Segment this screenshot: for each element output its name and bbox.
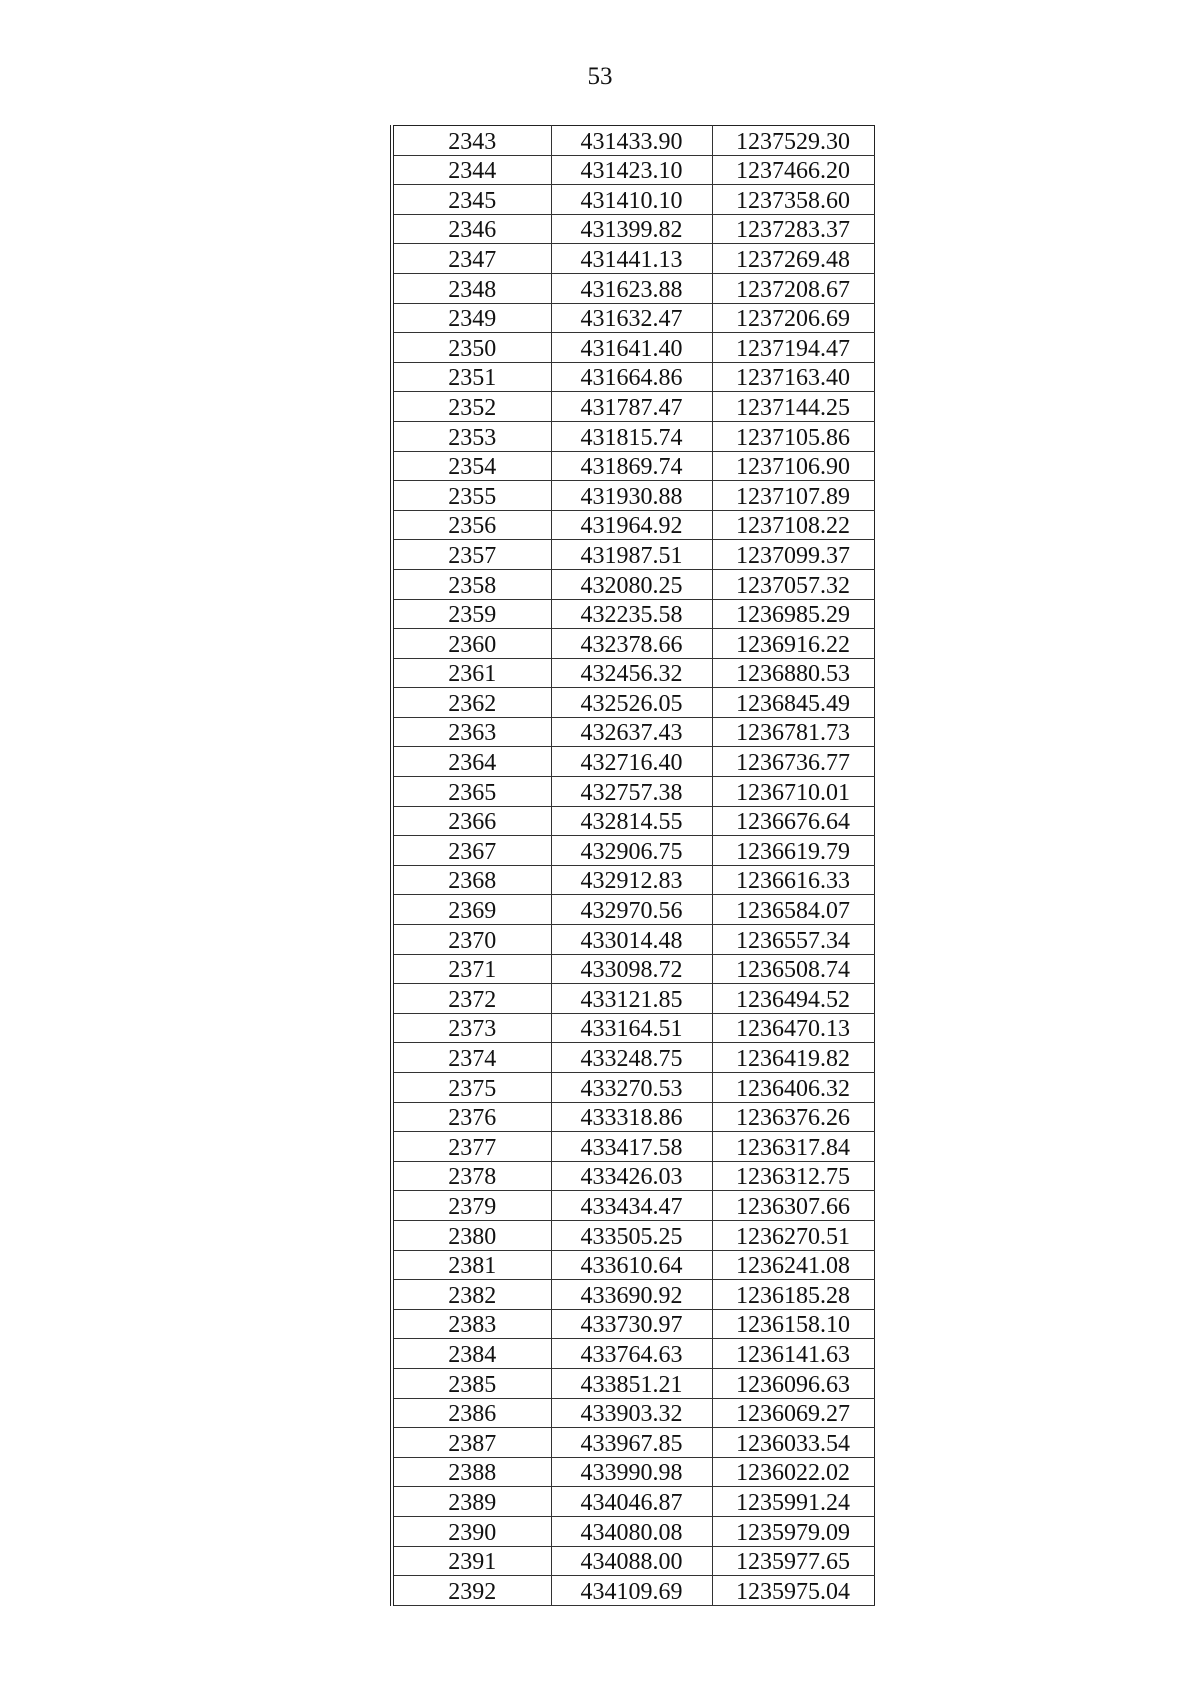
x-coordinate-cell: 432906.75 [551, 836, 712, 866]
point-number-cell: 2359 [392, 599, 551, 629]
point-number-cell: 2353 [392, 421, 551, 451]
y-coordinate-cell: 1237144.25 [712, 392, 874, 422]
point-number-cell: 2381 [392, 1250, 551, 1280]
point-number-cell: 2344 [392, 155, 551, 185]
y-coordinate-cell: 1236508.74 [712, 954, 874, 984]
point-number-cell: 2352 [392, 392, 551, 422]
x-coordinate-cell: 433270.53 [551, 1073, 712, 1103]
table-row [392, 629, 874, 659]
y-coordinate-cell: 1237358.60 [712, 185, 874, 215]
table-row [392, 1043, 874, 1073]
x-coordinate-cell: 431869.74 [551, 451, 712, 481]
point-number-cell: 2349 [392, 303, 551, 333]
table-row [392, 1073, 874, 1103]
x-coordinate-cell: 433764.63 [551, 1339, 712, 1369]
x-coordinate-cell: 433014.48 [551, 925, 712, 955]
y-coordinate-cell: 1236494.52 [712, 984, 874, 1014]
point-number-cell: 2354 [392, 451, 551, 481]
point-number-cell: 2375 [392, 1073, 551, 1103]
table-row [392, 1191, 874, 1221]
y-coordinate-cell: 1236985.29 [712, 599, 874, 629]
y-coordinate-cell: 1237106.90 [712, 451, 874, 481]
table-row [392, 984, 874, 1014]
x-coordinate-cell: 432080.25 [551, 569, 712, 599]
x-coordinate-cell: 433426.03 [551, 1161, 712, 1191]
y-coordinate-cell: 1236022.02 [712, 1457, 874, 1487]
table-row [392, 747, 874, 777]
y-coordinate-cell: 1235977.65 [712, 1546, 874, 1576]
table-row [392, 925, 874, 955]
y-coordinate-cell: 1237283.37 [712, 214, 874, 244]
x-coordinate-cell: 433248.75 [551, 1043, 712, 1073]
y-coordinate-cell: 1236470.13 [712, 1013, 874, 1043]
point-number-cell: 2351 [392, 362, 551, 392]
table-row [392, 421, 874, 451]
x-coordinate-cell: 433967.85 [551, 1428, 712, 1458]
x-coordinate-cell: 432716.40 [551, 747, 712, 777]
point-number-cell: 2355 [392, 481, 551, 511]
table-row [392, 1161, 874, 1191]
x-coordinate-cell: 433417.58 [551, 1132, 712, 1162]
table-row [392, 1398, 874, 1428]
point-number-cell: 2371 [392, 954, 551, 984]
x-coordinate-cell: 434109.69 [551, 1576, 712, 1606]
x-coordinate-cell: 431987.51 [551, 540, 712, 570]
x-coordinate-cell: 431632.47 [551, 303, 712, 333]
y-coordinate-cell: 1236781.73 [712, 717, 874, 747]
y-coordinate-cell: 1236406.32 [712, 1073, 874, 1103]
x-coordinate-cell: 433164.51 [551, 1013, 712, 1043]
y-coordinate-cell: 1236619.79 [712, 836, 874, 866]
y-coordinate-cell: 1237057.32 [712, 569, 874, 599]
y-coordinate-cell: 1236158.10 [712, 1309, 874, 1339]
y-coordinate-cell: 1236185.28 [712, 1280, 874, 1310]
point-number-cell: 2391 [392, 1546, 551, 1576]
x-coordinate-cell: 433121.85 [551, 984, 712, 1014]
x-coordinate-cell: 431623.88 [551, 273, 712, 303]
x-coordinate-cell: 434088.00 [551, 1546, 712, 1576]
y-coordinate-cell: 1236241.08 [712, 1250, 874, 1280]
y-coordinate-cell: 1236376.26 [712, 1102, 874, 1132]
table-row [392, 1309, 874, 1339]
table-row [392, 688, 874, 718]
point-number-cell: 2346 [392, 214, 551, 244]
table-row [392, 1220, 874, 1250]
point-number-cell: 2358 [392, 569, 551, 599]
x-coordinate-cell: 431787.47 [551, 392, 712, 422]
y-coordinate-cell: 1237206.69 [712, 303, 874, 333]
point-number-cell: 2377 [392, 1132, 551, 1162]
y-coordinate-cell: 1236557.34 [712, 925, 874, 955]
page-number: 53 [587, 63, 613, 90]
point-number-cell: 2368 [392, 865, 551, 895]
point-number-cell: 2390 [392, 1516, 551, 1546]
y-coordinate-cell: 1236270.51 [712, 1220, 874, 1250]
table-row [392, 895, 874, 925]
table-row [392, 806, 874, 836]
point-number-cell: 2370 [392, 925, 551, 955]
y-coordinate-cell: 1237163.40 [712, 362, 874, 392]
table-row [392, 1546, 874, 1576]
table-row [392, 155, 874, 185]
table-row [392, 954, 874, 984]
table-row [392, 1428, 874, 1458]
x-coordinate-cell: 431433.90 [551, 126, 712, 156]
point-number-cell: 2376 [392, 1102, 551, 1132]
point-number-cell: 2365 [392, 777, 551, 807]
point-number-cell: 2392 [392, 1576, 551, 1606]
y-coordinate-cell: 1236880.53 [712, 658, 874, 688]
y-coordinate-cell: 1237105.86 [712, 421, 874, 451]
point-number-cell: 2372 [392, 984, 551, 1014]
y-coordinate-cell: 1236096.63 [712, 1368, 874, 1398]
point-number-cell: 2384 [392, 1339, 551, 1369]
y-coordinate-cell: 1237208.67 [712, 273, 874, 303]
x-coordinate-cell: 431964.92 [551, 510, 712, 540]
x-coordinate-cell: 432456.32 [551, 658, 712, 688]
point-number-cell: 2360 [392, 629, 551, 659]
point-number-cell: 2382 [392, 1280, 551, 1310]
y-coordinate-cell: 1237466.20 [712, 155, 874, 185]
table-row [392, 569, 874, 599]
y-coordinate-cell: 1236584.07 [712, 895, 874, 925]
point-number-cell: 2367 [392, 836, 551, 866]
x-coordinate-cell: 431930.88 [551, 481, 712, 511]
y-coordinate-cell: 1236710.01 [712, 777, 874, 807]
table-row [392, 1487, 874, 1517]
table-row [392, 1576, 874, 1606]
table-row [392, 451, 874, 481]
x-coordinate-cell: 431410.10 [551, 185, 712, 215]
table-row [392, 865, 874, 895]
x-coordinate-cell: 431815.74 [551, 421, 712, 451]
point-number-cell: 2388 [392, 1457, 551, 1487]
point-number-cell: 2373 [392, 1013, 551, 1043]
point-number-cell: 2350 [392, 333, 551, 363]
y-coordinate-cell: 1237099.37 [712, 540, 874, 570]
table-row [392, 1368, 874, 1398]
table-row [392, 1250, 874, 1280]
point-number-cell: 2378 [392, 1161, 551, 1191]
table-row [392, 214, 874, 244]
point-number-cell: 2386 [392, 1398, 551, 1428]
x-coordinate-cell: 432526.05 [551, 688, 712, 718]
point-number-cell: 2361 [392, 658, 551, 688]
y-coordinate-cell: 1236845.49 [712, 688, 874, 718]
table-row [392, 303, 874, 333]
point-number-cell: 2348 [392, 273, 551, 303]
point-number-cell: 2383 [392, 1309, 551, 1339]
y-coordinate-cell: 1236676.64 [712, 806, 874, 836]
y-coordinate-cell: 1236317.84 [712, 1132, 874, 1162]
table-row [392, 717, 874, 747]
table-row [392, 836, 874, 866]
table-row [392, 244, 874, 274]
y-coordinate-cell: 1237529.30 [712, 126, 874, 156]
point-number-cell: 2389 [392, 1487, 551, 1517]
y-coordinate-cell: 1235991.24 [712, 1487, 874, 1517]
table-row [392, 540, 874, 570]
x-coordinate-cell: 431423.10 [551, 155, 712, 185]
table-row [392, 1339, 874, 1369]
point-number-cell: 2357 [392, 540, 551, 570]
y-coordinate-cell: 1235979.09 [712, 1516, 874, 1546]
x-coordinate-cell: 433851.21 [551, 1368, 712, 1398]
point-number-cell: 2345 [392, 185, 551, 215]
table-row [392, 1013, 874, 1043]
x-coordinate-cell: 434046.87 [551, 1487, 712, 1517]
point-number-cell: 2380 [392, 1220, 551, 1250]
point-number-cell: 2379 [392, 1191, 551, 1221]
x-coordinate-cell: 433318.86 [551, 1102, 712, 1132]
table-row [392, 273, 874, 303]
x-coordinate-cell: 434080.08 [551, 1516, 712, 1546]
x-coordinate-cell: 433098.72 [551, 954, 712, 984]
y-coordinate-cell: 1236616.33 [712, 865, 874, 895]
y-coordinate-cell: 1237107.89 [712, 481, 874, 511]
point-number-cell: 2363 [392, 717, 551, 747]
x-coordinate-cell: 432757.38 [551, 777, 712, 807]
x-coordinate-cell: 431641.40 [551, 333, 712, 363]
table-row [392, 333, 874, 363]
x-coordinate-cell: 432970.56 [551, 895, 712, 925]
y-coordinate-cell: 1236312.75 [712, 1161, 874, 1191]
y-coordinate-cell: 1236069.27 [712, 1398, 874, 1428]
point-number-cell: 2366 [392, 806, 551, 836]
table-row [392, 1132, 874, 1162]
coordinate-table-body [392, 126, 874, 1606]
table-row [392, 185, 874, 215]
y-coordinate-cell: 1236736.77 [712, 747, 874, 777]
point-number-cell: 2356 [392, 510, 551, 540]
y-coordinate-cell: 1237194.47 [712, 333, 874, 363]
table-row [392, 510, 874, 540]
table-row [392, 1280, 874, 1310]
point-number-cell: 2385 [392, 1368, 551, 1398]
y-coordinate-cell: 1236419.82 [712, 1043, 874, 1073]
point-number-cell: 2364 [392, 747, 551, 777]
x-coordinate-cell: 433505.25 [551, 1220, 712, 1250]
coordinate-table [390, 125, 875, 1606]
table-row [392, 362, 874, 392]
x-coordinate-cell: 431441.13 [551, 244, 712, 274]
x-coordinate-cell: 431399.82 [551, 214, 712, 244]
y-coordinate-cell: 1237108.22 [712, 510, 874, 540]
point-number-cell: 2362 [392, 688, 551, 718]
x-coordinate-cell: 433903.32 [551, 1398, 712, 1428]
y-coordinate-cell: 1236141.63 [712, 1339, 874, 1369]
x-coordinate-cell: 433690.92 [551, 1280, 712, 1310]
x-coordinate-cell: 432637.43 [551, 717, 712, 747]
x-coordinate-cell: 433610.64 [551, 1250, 712, 1280]
table-row [392, 658, 874, 688]
y-coordinate-cell: 1235975.04 [712, 1576, 874, 1606]
table-row [392, 481, 874, 511]
point-number-cell: 2374 [392, 1043, 551, 1073]
y-coordinate-cell: 1236916.22 [712, 629, 874, 659]
x-coordinate-cell: 431664.86 [551, 362, 712, 392]
x-coordinate-cell: 432912.83 [551, 865, 712, 895]
table-row [392, 1457, 874, 1487]
x-coordinate-cell: 433434.47 [551, 1191, 712, 1221]
point-number-cell: 2347 [392, 244, 551, 274]
x-coordinate-cell: 433730.97 [551, 1309, 712, 1339]
point-number-cell: 2387 [392, 1428, 551, 1458]
table-row [392, 599, 874, 629]
x-coordinate-cell: 432378.66 [551, 629, 712, 659]
x-coordinate-cell: 433990.98 [551, 1457, 712, 1487]
table-row [392, 392, 874, 422]
table-row [392, 1102, 874, 1132]
x-coordinate-cell: 432235.58 [551, 599, 712, 629]
table-row [392, 777, 874, 807]
y-coordinate-cell: 1236307.66 [712, 1191, 874, 1221]
x-coordinate-cell: 432814.55 [551, 806, 712, 836]
point-number-cell: 2369 [392, 895, 551, 925]
y-coordinate-cell: 1237269.48 [712, 244, 874, 274]
table-row [392, 126, 874, 156]
point-number-cell: 2343 [392, 126, 551, 156]
table-row [392, 1516, 874, 1546]
y-coordinate-cell: 1236033.54 [712, 1428, 874, 1458]
